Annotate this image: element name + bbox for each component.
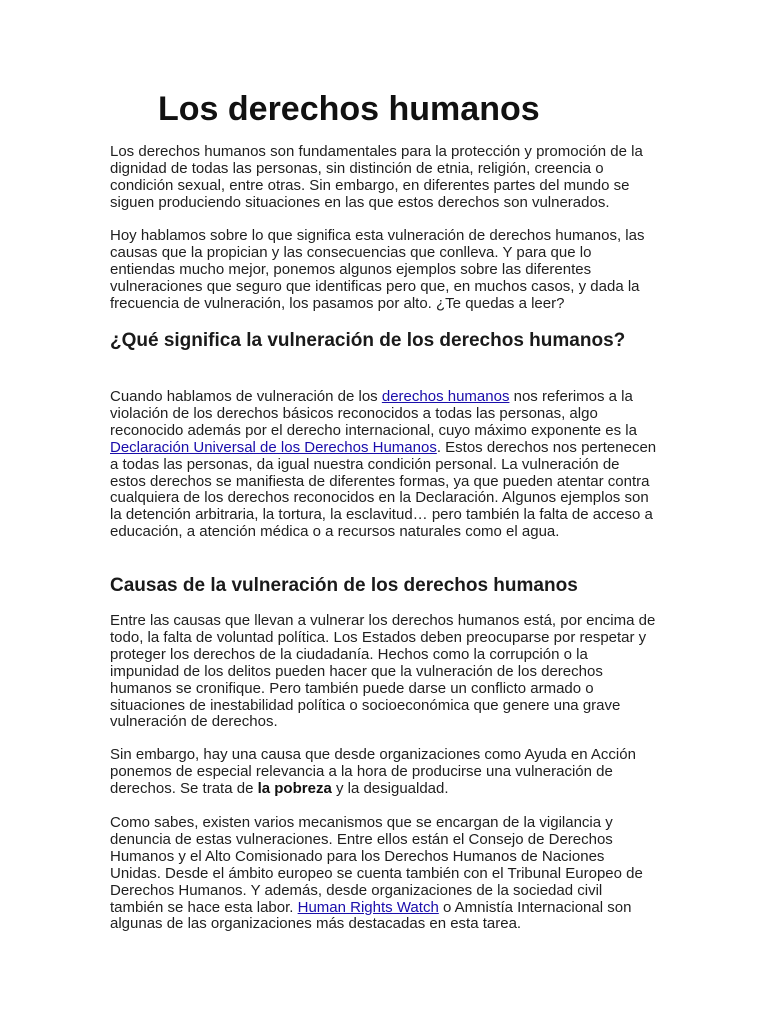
intro-paragraph-1: Los derechos humanos son fundamentales para la protección y promoción de la dignidad de todas las personas, sin distinción de etnia, religión, creencia o condición sexual, entre otras. Sin embargo, en diferentes partes del mundo se siguen produciendo situaciones en las que estos derechos son vulnerados. <box>110 143 643 211</box>
section1-paragraph <box>110 389 658 541</box>
section2-p3-text-a: Como sabes, existen varios mecanismos que se encargan de la vigilancia y denuncia de estas vulneraciones. Entre ellos están el Consejo de Derechos Humanos y el Alto Comisionado para los Derechos Humanos de Naciones Unidas. Desde el ámbito europeo se cuenta también con el Tribunal Europeo de Derechos Humanos. Y además, desde organizaciones de la sociedad civil también se hace esta labor. <box>110 814 643 916</box>
section1-text-b: nos referimos a la violación de los derechos básicos reconocidos a todas las personas, algo reconocido además por el derecho internacional, cuyo máximo exponente es la <box>110 388 637 439</box>
link-human-rights-watch[interactable]: Human Rights Watch <box>297 898 439 916</box>
intro-paragraph-2: Hoy hablamos sobre lo que significa esta vulneración de derechos humanos, las causas que la propician y las consecuencias que conlleva. Y para que lo entiendas mucho mejor, ponemos algunos ejemplos sobre las diferentes vulneraciones que seguro que identificas pero que, en muchos casos, y dada la frecuencia de vulneración, los pasamos por alto. ¿Te quedas a leer? <box>110 227 645 312</box>
link-declaracion-universal[interactable]: Declaración Universal de los Derechos Humanos <box>110 438 437 456</box>
section1-text-c: . Estos derechos nos pertenecen a todas las personas, da igual nuestra condición personal. La vulneración de estos derechos se manifiesta de diferentes formas, ya que pueden atentar contra cualquiera de los derechos reconocidos en la Declaración. Algunos ejemplos son la detención arbitraria, la tortura, la esclavitud… pero también la falta de acceso a educación, a atención médica o a recursos naturales como el agua. <box>110 438 657 541</box>
section2-p3-text-b: o Amnistía Internacional son algunas de las organizaciones más destacadas en esta tarea. <box>110 898 632 933</box>
section2-paragraph-3 <box>110 815 658 933</box>
page-title: Los derechos humanos <box>158 90 540 128</box>
section-heading-significado: ¿Qué significa la vulneración de los derechos humanos? <box>110 330 626 351</box>
section1-text-a: Cuando hablamos de vulneración de los <box>110 388 382 405</box>
section2-p2-text-b: y la desigualdad. <box>331 779 449 797</box>
section-heading-causas: Causas de la vulneración de los derechos humanos <box>110 575 578 596</box>
section2-paragraph-2 <box>110 747 658 798</box>
section2-p2-text-a: Sin embargo, hay una causa que desde organizaciones como Ayuda en Acción ponemos de especial relevancia a la hora de producirse una vulneración de derechos. Se trata de <box>110 746 636 797</box>
section2-paragraph-1: Entre las causas que llevan a vulnerar los derechos humanos está, por encima de todo, la falta de voluntad política. Los Estados deben preocuparse por respetar y proteger los derechos de la ciudadanía. Hechos como la corrupción o la impunidad de los delitos pueden hacer que la vulneración de los derechos humanos se cronifique. Pero también puede darse un conflicto armado o situaciones de inestabilidad política o socioeconómica que genere una grave vulneración de derechos. <box>110 612 656 731</box>
bold-la-pobreza: la pobreza <box>257 779 332 797</box>
link-derechos-humanos[interactable]: derechos humanos <box>381 388 510 405</box>
